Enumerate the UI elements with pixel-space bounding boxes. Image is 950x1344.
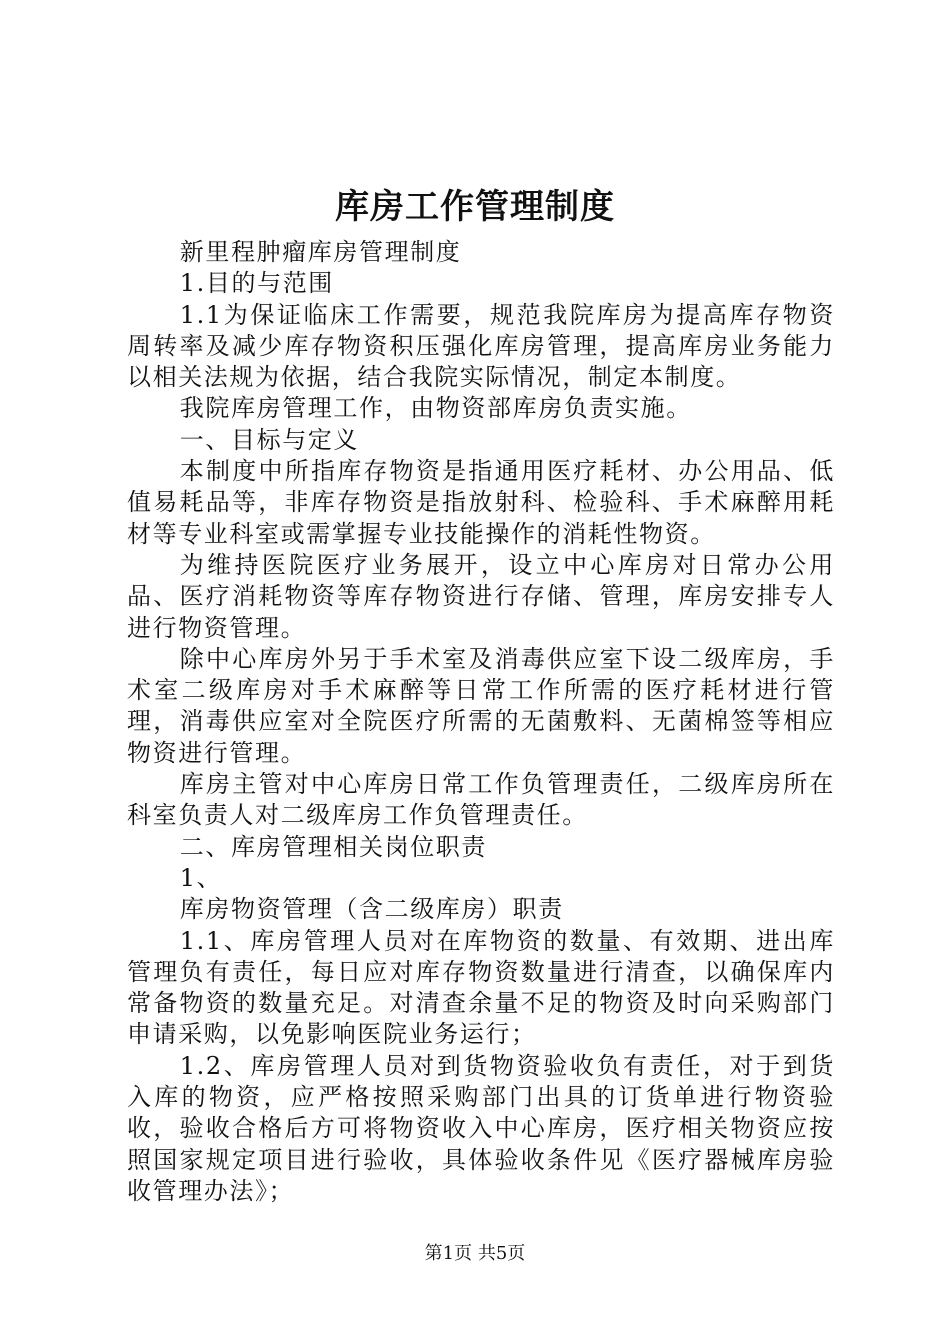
paragraph: 新里程肿瘤库房管理制度 [179, 238, 462, 266]
paragraph: 1.2、库房管理人员对到货物资验收负有责任，对于到货入库的物资，应严格按照采购部门出具的订货单进行物资验收，验收合格后方可将物资收入中心库房，医疗相关物资应按照国家规定项目进行验收，具体验收条件见《医疗器械库房验收管理办法》； [127, 1051, 835, 1205]
document-title: 库房工作管理制度 [335, 187, 615, 227]
section-heading: 二、库房管理相关岗位职责 [179, 832, 487, 861]
paragraph: 除中心库房外另于手术室及消毒供应室下设二级库房，手术室二级库房对手术麻醉等日常工作所需的医疗耗材进行管理，消毒供应室对全院医疗所需的无菌敷料、无菌棉签等相应物资进行管理。 [127, 644, 835, 767]
document-body [127, 237, 835, 1207]
paragraph: 1.目的与范围 [179, 269, 334, 298]
paragraph: 为维持医院医疗业务展开，设立中心库房对日常办公用品、医疗消耗物资等库存物资进行存储、管理，库房安排专人进行物资管理。 [127, 550, 835, 642]
section-heading: 一、目标与定义 [179, 425, 359, 454]
paragraph: 库房主管对中心库房日常工作负管理责任，二级库房所在科室负责人对二级库房工作负管理责任。 [127, 770, 835, 830]
page-footer: 第1页 共5页 [424, 1243, 526, 1264]
paragraph: 1.1、库房管理人员对在库物资的数量、有效期、进出库管理负有责任，每日应对库存物资数量进行清查，以确保库内常备物资的数量充足。对清查余量不足的物资及时向采购部门申请采购，以免影响医院业务运行； [127, 926, 835, 1049]
paragraph: 1.1为保证临床工作需要，规范我院库房为提高库存物资周转率及减少库存物资积压强化库房管理，提高库房业务能力以相关法规为依据，结合我院实际情况，制定本制度。 [127, 300, 835, 392]
paragraph: 本制度中所指库存物资是指通用医疗耗材、办公用品、低值易耗品等，非库存物资是指放射科、检验科、手术麻醉用耗材等专业科室或需掌握专业技能操作的消耗性物资。 [127, 457, 835, 548]
paragraph: 库房物资管理（含二级库房）职责 [179, 895, 564, 924]
paragraph: 1、 [179, 863, 223, 892]
paragraph: 我院库房管理工作，由物资部库房负责实施。 [179, 394, 692, 423]
